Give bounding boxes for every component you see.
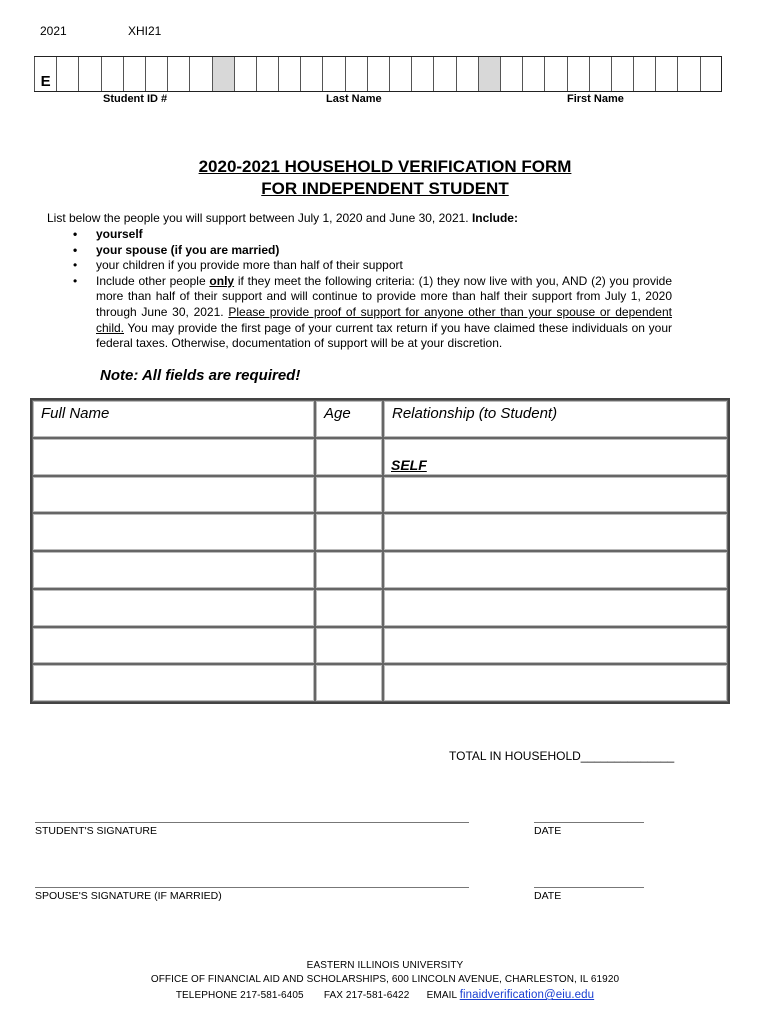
table-row — [32, 664, 728, 702]
list-item: • yourself — [70, 227, 672, 243]
character-box[interactable] — [522, 57, 544, 91]
criteria-text: if they meet the following criteria: (1) they now live with you, AND (2) you provide more than half of their support and will continue to provide more than half their support from July 1, 2020 through June 30, 2021. — [96, 273, 672, 319]
character-box[interactable] — [123, 57, 145, 91]
character-box[interactable] — [78, 57, 100, 91]
form-title-line2: FOR INDEPENDENT STUDENT — [261, 179, 509, 198]
relationship-field[interactable] — [383, 513, 728, 551]
full-name-field[interactable] — [32, 438, 315, 476]
list-item — [70, 274, 672, 352]
character-box[interactable] — [322, 57, 344, 91]
character-box[interactable] — [655, 57, 677, 91]
relationship-field[interactable] — [383, 664, 728, 702]
character-box[interactable] — [677, 57, 699, 91]
table-row — [32, 476, 728, 514]
full-name-field[interactable] — [32, 589, 315, 627]
character-box[interactable] — [167, 57, 189, 91]
list-item: • your children if you provide more than half of their support — [70, 258, 672, 274]
student-id-name-grid[interactable] — [34, 56, 722, 92]
relationship-field[interactable] — [383, 589, 728, 627]
character-box[interactable] — [389, 57, 411, 91]
household-members-table — [30, 398, 730, 704]
character-box[interactable] — [56, 57, 78, 91]
spouse-signature-line[interactable] — [35, 887, 469, 888]
age-field[interactable] — [315, 476, 383, 514]
footer-university: EASTERN ILLINOIS UNIVERSITY — [306, 960, 464, 971]
student-id-label: Student ID # — [103, 93, 168, 105]
footer-address: OFFICE OF FINANCIAL AID AND SCHOLARSHIPS, 600 LINCOLN AVENUE, CHARLESTON, IL 61920 — [150, 974, 620, 985]
footer-phone: TELEPHONE 217-581-6405 — [175, 990, 304, 1001]
full-name-header: Full Name — [32, 400, 315, 438]
form-title-line1: 2020-2021 HOUSEHOLD VERIFICATION FORM — [198, 157, 572, 176]
age-field[interactable] — [315, 551, 383, 589]
character-box[interactable] — [500, 57, 522, 91]
character-box[interactable] — [700, 57, 722, 91]
student-date-label: DATE — [534, 825, 562, 837]
table-row — [32, 589, 728, 627]
form-code: XHI21 — [128, 24, 162, 38]
full-name-field[interactable] — [32, 627, 315, 665]
age-field[interactable] — [315, 438, 383, 476]
last-name-label: Last Name — [326, 93, 382, 105]
age-field[interactable] — [315, 627, 383, 665]
relationship-field[interactable] — [383, 627, 728, 665]
spouse-date-line[interactable] — [534, 887, 644, 888]
footer-email-label: EMAIL — [426, 990, 457, 1001]
relationship-self: SELF — [383, 438, 728, 476]
proof-requirement: Please provide proof of support for anyone other than your spouse or dependent child. — [96, 304, 672, 335]
student-signature-line[interactable] — [35, 822, 469, 823]
character-box[interactable] — [278, 57, 300, 91]
email-link[interactable]: finaidverification@eiu.edu — [459, 989, 595, 1001]
footer-fax: FAX 217-581-6422 — [323, 990, 410, 1001]
table-header-row — [32, 400, 728, 438]
student-signature-label: STUDENT'S SIGNATURE — [35, 825, 157, 837]
character-box[interactable] — [345, 57, 367, 91]
intro-text: List below the people you will support between July 1, 2020 and June 30, 2021. — [47, 211, 472, 225]
character-box[interactable] — [567, 57, 589, 91]
table-row — [32, 551, 728, 589]
age-field[interactable] — [315, 589, 383, 627]
full-name-field[interactable] — [32, 513, 315, 551]
table-row — [32, 438, 728, 476]
character-box[interactable] — [256, 57, 278, 91]
character-box[interactable] — [589, 57, 611, 91]
relationship-field[interactable] — [383, 551, 728, 589]
spouse-signature-label: SPOUSE'S SIGNATURE (IF MARRIED) — [35, 890, 222, 902]
character-box[interactable] — [300, 57, 322, 91]
spouse-date-label: DATE — [534, 890, 562, 902]
character-box[interactable] — [145, 57, 167, 91]
full-name-field[interactable] — [32, 551, 315, 589]
character-box[interactable] — [411, 57, 433, 91]
required-note: Note: All fields are required! — [100, 367, 301, 384]
criteria-text: Include other people — [96, 273, 210, 288]
character-box[interactable] — [611, 57, 633, 91]
intro-include: Include: — [471, 211, 518, 225]
only-emphasis: only — [209, 273, 235, 288]
total-in-household-field[interactable]: TOTAL IN HOUSEHOLD______________ — [449, 749, 675, 763]
relationship-header: Relationship (to Student) — [383, 400, 728, 438]
full-name-field[interactable] — [32, 664, 315, 702]
character-box[interactable] — [544, 57, 566, 91]
grid-separator-cell — [478, 57, 500, 91]
character-box[interactable] — [633, 57, 655, 91]
include-list — [70, 227, 672, 352]
footer-contact — [0, 989, 770, 1001]
age-field[interactable] — [315, 513, 383, 551]
age-field[interactable] — [315, 664, 383, 702]
character-box[interactable] — [234, 57, 256, 91]
list-item: • your spouse (if you are married) — [70, 243, 672, 259]
instructions-intro — [47, 211, 518, 225]
grid-separator-cell — [212, 57, 234, 91]
criteria-text: You may provide the first page of your current tax return if you have claimed these individuals on your federal taxes. Otherwise, documentation of support will be at your discretion. — [96, 320, 672, 351]
id-prefix-letter: E — [34, 57, 56, 91]
character-box[interactable] — [433, 57, 455, 91]
table-row — [32, 513, 728, 551]
full-name-field[interactable] — [32, 476, 315, 514]
first-name-label: First Name — [567, 93, 624, 105]
character-box[interactable] — [189, 57, 211, 91]
age-header: Age — [315, 400, 383, 438]
table-row — [32, 627, 728, 665]
character-box[interactable] — [456, 57, 478, 91]
form-year: 2021 — [40, 24, 67, 38]
character-box[interactable] — [101, 57, 123, 91]
character-box[interactable] — [367, 57, 389, 91]
student-date-line[interactable] — [534, 822, 644, 823]
relationship-field[interactable] — [383, 476, 728, 514]
